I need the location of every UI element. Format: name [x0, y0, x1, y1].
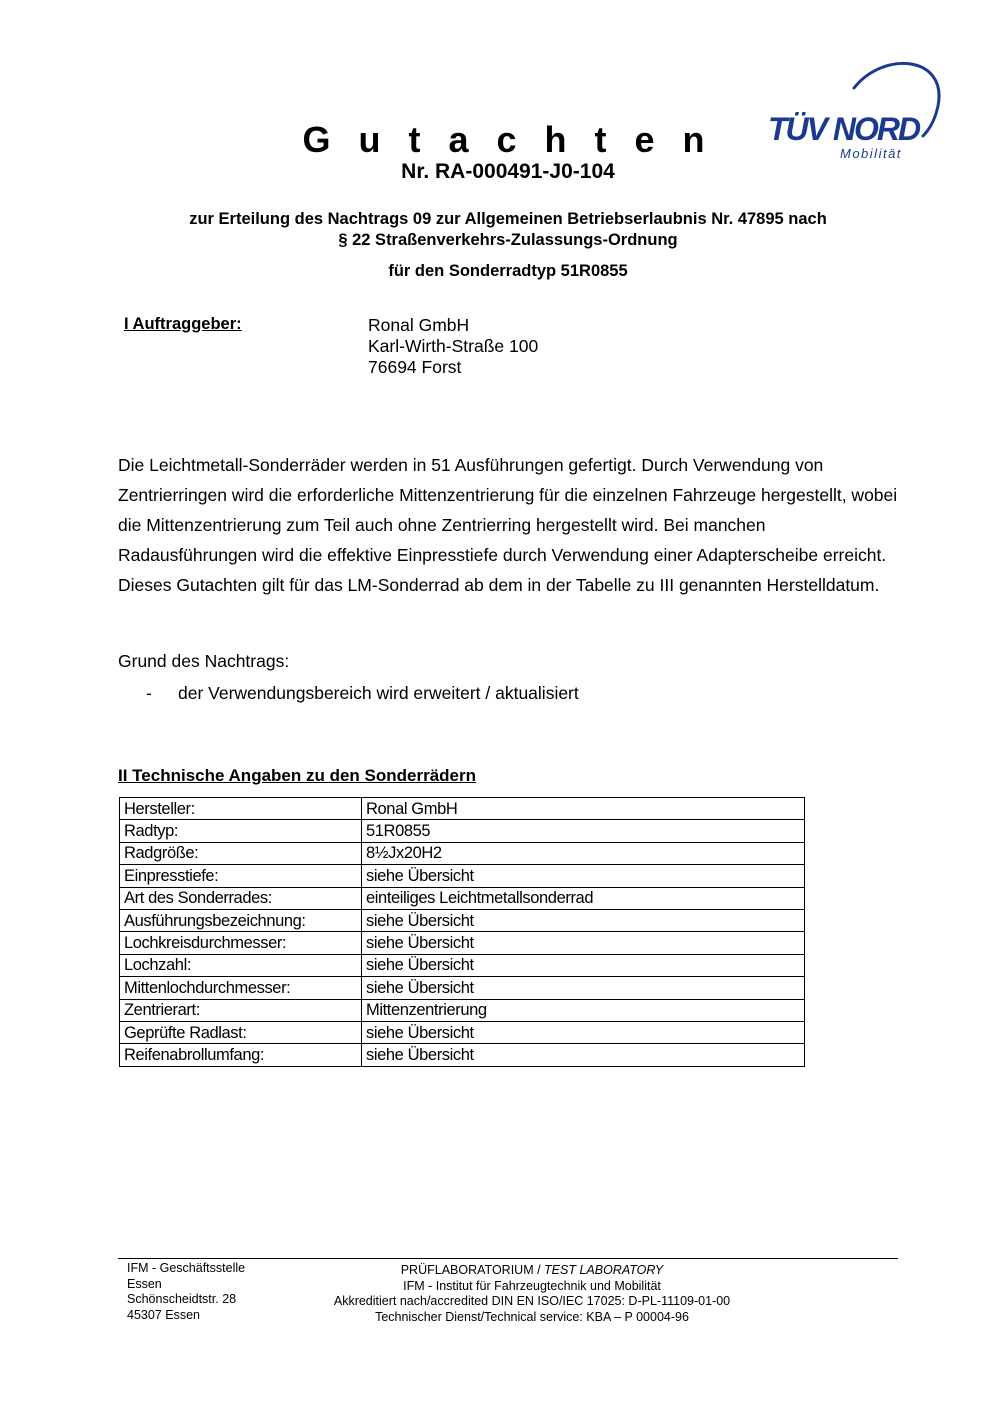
client-address: [368, 315, 538, 378]
client-city: 76694 Forst: [368, 357, 462, 377]
spec-value: siehe Übersicht: [362, 909, 805, 931]
reason-list-item: [146, 683, 579, 704]
spec-key: Radtyp:: [120, 820, 362, 842]
footer-lab-info: [282, 1263, 782, 1325]
technical-heading: II Technische Angaben zu den Sonderrädern: [118, 766, 477, 785]
table-row: [120, 820, 805, 842]
table-row: [120, 954, 805, 976]
client-label: I Auftraggeber:: [124, 315, 242, 333]
spec-key: Ausführungsbezeichnung:: [120, 909, 362, 931]
table-row: [120, 999, 805, 1021]
spec-key: Art des Sonderrades:: [120, 887, 362, 909]
footer-accreditation: Akkreditiert nach/accredited DIN EN ISO/IEC 17025: D-PL-11109-01-00: [333, 1294, 731, 1308]
spec-value: Mittenzentrierung: [362, 999, 805, 1021]
table-row: [120, 909, 805, 931]
spec-key: Radgröße:: [120, 842, 362, 864]
footer-office-address: [127, 1261, 245, 1323]
table-row: [120, 798, 805, 820]
spec-value: siehe Übersicht: [362, 977, 805, 999]
footer-lab-label: PRÜFLABORATORIUM /: [400, 1263, 545, 1277]
footer-institute: IFM - Institut für Fahrzeugtechnik und Mobilität: [403, 1278, 661, 1293]
list-dash: -: [146, 683, 152, 703]
spec-key: Lochzahl:: [120, 954, 362, 976]
table-row: [120, 1021, 805, 1043]
subtitle-line-2: § 22 Straßenverkehrs-Zulassungs-Ordnung: [338, 231, 678, 249]
footer-technical-service: Technischer Dienst/Technical service: KBA – P 00004-96: [375, 1309, 689, 1324]
document-number: Nr. RA-000491-J0-104: [401, 160, 615, 183]
spec-value: siehe Übersicht: [362, 1044, 805, 1066]
spec-value: 8½Jx20H2: [362, 842, 805, 864]
table-row: [120, 1044, 805, 1066]
footer-office-line: IFM - Geschäftsstelle: [127, 1261, 246, 1275]
reason-label: Grund des Nachtrags:: [118, 651, 290, 671]
spec-key: Einpresstiefe:: [120, 865, 362, 887]
table-row: [120, 865, 805, 887]
reason-item-text: der Verwendungsbereich wird erweitert / aktualisiert: [178, 683, 579, 703]
table-row: [120, 932, 805, 954]
spec-key: Hersteller:: [120, 798, 362, 820]
subtitle-line-1: zur Erteilung des Nachtrags 09 zur Allgemeinen Betriebserlaubnis Nr. 47895 nach: [189, 210, 827, 228]
spec-value: 51R0855: [362, 820, 805, 842]
table-row: [120, 887, 805, 909]
logo-brand: TÜV NORD: [768, 111, 920, 147]
spec-key: Geprüfte Radlast:: [120, 1021, 362, 1043]
spec-value: Ronal GmbH: [362, 798, 805, 820]
spec-key: Zentrierart:: [120, 999, 362, 1021]
footer-office-line: Essen: [127, 1276, 162, 1291]
spec-key: Mittenlochdurchmesser:: [120, 977, 362, 999]
spec-key: Reifenabrollumfang:: [120, 1044, 362, 1066]
client-name: Ronal GmbH: [368, 315, 470, 335]
spec-key: Lochkreisdurchmesser:: [120, 932, 362, 954]
technical-specs-table: [119, 797, 805, 1067]
logo-tagline: Mobilität: [840, 146, 902, 161]
spec-value: siehe Übersicht: [362, 932, 805, 954]
tuev-nord-logo: [766, 58, 946, 168]
intro-paragraph: Die Leichtmetall-Sonderräder werden in 51 Ausführungen gefertigt. Durch Verwendung von Zentrierringen wird die erforderliche Mittenzentrierung für die einzelnen Fahrzeuge hergestellt, wobei die Mittenzentrierung zum Teil auch ohne Zentrierring hergestellt wird. Bei manchen Radausführungen wird die effektive Einpresstiefe durch Verwendung einer Adapterscheibe erreicht. Dieses Gutachten gilt für das LM-Sonderrad ab dem in der Tabelle zu III genannten Herstelldatum.: [118, 455, 898, 595]
logo-swoosh-icon: [766, 58, 946, 168]
spec-value: siehe Übersicht: [362, 954, 805, 976]
table-row: [120, 842, 805, 864]
footer-office-line: Schönscheidtstr. 28: [127, 1292, 237, 1306]
footer-office-line: 45307 Essen: [127, 1307, 200, 1322]
spec-value: siehe Übersicht: [362, 865, 805, 887]
document-title: G u t a c h t e n: [302, 119, 714, 160]
spec-value: einteiliges Leichtmetallsonderrad: [362, 887, 805, 909]
footer-lab-title: [282, 1263, 782, 1279]
subtitle-line-3: für den Sonderradtyp 51R0855: [388, 262, 628, 280]
spec-value: siehe Übersicht: [362, 1021, 805, 1043]
footer-divider: [118, 1258, 898, 1259]
table-row: [120, 977, 805, 999]
footer-lab-label-en: TEST LABORATORY: [544, 1263, 664, 1277]
client-street: Karl-Wirth-Straße 100: [368, 336, 539, 356]
